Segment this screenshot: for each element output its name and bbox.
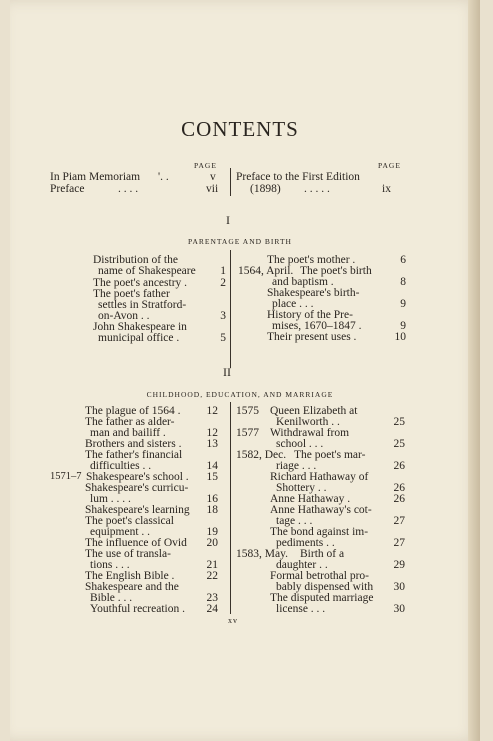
front-left-2-dots: . . . .: [118, 183, 139, 195]
s1-right-1-page: 6: [400, 254, 406, 266]
s2-right-2-line1: Withdrawal from: [270, 427, 350, 439]
s1-left-4-page: 5: [220, 332, 226, 344]
front-right-title-1: Preface to the First Edition: [236, 171, 360, 183]
s2-right-6-page: 27: [393, 515, 405, 527]
section-1-divider: [230, 250, 231, 368]
front-left-1-page: v: [210, 171, 216, 183]
page-label-left: PAGE: [194, 161, 217, 170]
contents-heading: CONTENTS: [181, 117, 299, 141]
s2-right-1-page: 25: [393, 416, 405, 428]
s2-left-10-line1: The use of transla-: [85, 548, 171, 560]
s2-left-5-date: 1571–7: [50, 471, 82, 482]
s2-right-8-page: 29: [393, 559, 405, 571]
front-right-dots: . . . . .: [304, 183, 330, 195]
s2-left-3-page: 13: [206, 438, 218, 450]
s2-left-13-line1: Youthful recreation .: [90, 603, 185, 615]
s2-right-7-line2: pediments . .: [276, 537, 335, 549]
s2-left-7-page: 18: [206, 504, 218, 516]
s2-left-12-line1: Shakespeare and the: [85, 581, 179, 593]
s1-right-4-line1: History of the Pre-: [267, 309, 353, 321]
s2-left-1-line1: The plague of 1564 .: [85, 405, 181, 417]
s2-left-12-page: 23: [206, 592, 218, 604]
s1-right-5-line1: Their present uses .: [267, 331, 357, 343]
front-right-title-2: (1898): [250, 183, 281, 195]
s2-right-4-line2: Shottery . .: [276, 482, 327, 494]
s2-left-6-line1: Shakespeare's curricu-: [85, 482, 189, 494]
s1-left-4-line1: John Shakespeare in: [93, 321, 187, 333]
s1-left-2-page: 2: [220, 277, 226, 289]
s2-right-6-line2: tage . . .: [276, 515, 313, 527]
s2-right-10-line2: license . . .: [276, 603, 326, 615]
s2-left-4-line1: The father's financial: [85, 449, 183, 461]
s1-right-4-line2: mises, 1670–1847 .: [272, 320, 362, 332]
s1-left-3-line3: on-Avon . .: [98, 310, 150, 322]
section-2-numeral: II: [223, 365, 231, 379]
s2-right-7-page: 27: [393, 537, 405, 549]
front-left-1-dots: '. .: [158, 171, 169, 183]
front-left-1-title: In Piam Memoriam: [50, 171, 141, 183]
s2-right-9-page: 30: [393, 581, 405, 593]
s1-right-2-line1: The poet's birth: [300, 265, 372, 277]
s2-left-2-line2: man and bailiff .: [90, 427, 166, 439]
s2-right-10-line1: The disputed marriage: [270, 592, 374, 604]
section-1-numeral: I: [226, 213, 230, 227]
s1-right-2-line2: and baptism .: [272, 276, 334, 288]
s2-left-1-page: 12: [206, 405, 218, 417]
section-2-divider: [230, 402, 231, 614]
s2-right-5-page: 26: [393, 493, 405, 505]
front-left-2-page: vii: [206, 183, 219, 195]
s2-right-4-line1: Richard Hathaway of: [270, 471, 369, 483]
s2-left-10-line2: tions . . .: [90, 559, 130, 571]
s1-right-4-page: 9: [400, 320, 406, 332]
s1-right-3-page: 9: [400, 298, 406, 310]
s2-right-4-page: 26: [393, 482, 405, 494]
s1-right-5-page: 10: [394, 331, 406, 343]
s2-left-13-page: 24: [206, 603, 218, 615]
s2-right-1-line2: Kenilworth . .: [276, 416, 340, 428]
s2-right-8-line1: Birth of a: [300, 548, 345, 560]
s2-right-1-line1: Queen Elizabeth at: [270, 405, 358, 417]
s2-right-9-line2: bably dispensed with: [276, 581, 374, 593]
front-left-2-title: Preface: [50, 183, 85, 195]
s2-right-3-line2: riage . . .: [276, 460, 317, 472]
page-label-right: PAGE: [378, 161, 401, 170]
book-page: [10, 0, 480, 741]
s1-right-2-date: 1564, April.: [238, 265, 294, 277]
page-edge: [468, 0, 480, 741]
s2-left-11-page: 22: [206, 570, 218, 582]
s2-right-5-line1: Anne Hathaway .: [270, 493, 351, 505]
s2-left-8-line2: equipment . .: [90, 526, 151, 538]
s2-left-4-page: 14: [206, 460, 218, 472]
s2-right-2-page: 25: [393, 438, 405, 450]
s2-left-4-line2: difficulties . .: [90, 460, 152, 472]
s2-right-3-page: 26: [393, 460, 405, 472]
s2-left-3-line1: Brothers and sisters .: [85, 438, 182, 450]
s2-left-9-page: 20: [206, 537, 218, 549]
s2-right-6-line1: Anne Hathaway's cot-: [270, 504, 372, 516]
s1-left-2-line1: The poet's ancestry .: [93, 277, 188, 289]
s1-left-3-page: 3: [220, 310, 226, 322]
s1-left-3-line1: The poet's father: [93, 288, 170, 300]
s2-left-8-page: 19: [206, 526, 218, 538]
s1-right-2-page: 8: [400, 276, 406, 288]
front-divider: [230, 168, 231, 196]
s2-right-7-line1: The bond against im-: [270, 526, 369, 538]
s2-right-2-date: 1577: [236, 427, 259, 439]
s2-left-2-page: 12: [206, 427, 218, 439]
s1-right-3-line2: place . . .: [272, 298, 314, 310]
s2-right-2-line2: school . . .: [276, 438, 324, 450]
s2-right-10-page: 30: [393, 603, 405, 615]
s2-left-11-line1: The English Bible .: [85, 570, 175, 582]
s2-right-8-date: 1583, May.: [236, 548, 288, 560]
section-1-title: PARENTAGE AND BIRTH: [188, 237, 292, 246]
s2-right-9-line1: Formal betrothal pro-: [270, 570, 370, 582]
s2-left-2-line1: The father as alder-: [85, 416, 175, 428]
s1-right-3-line1: Shakespeare's birth-: [267, 287, 360, 299]
s1-left-3-line2: settles in Stratford-: [98, 299, 187, 311]
front-right-page: ix: [382, 183, 391, 195]
s2-left-12-line2: Bible . . .: [90, 592, 133, 604]
s2-right-8-line2: daughter . .: [276, 559, 328, 571]
s1-left-1-page: 1: [220, 265, 226, 277]
s2-left-5-page: 15: [206, 471, 218, 483]
s2-left-8-line1: The poet's classical: [85, 515, 174, 527]
s1-left-1-line2: name of Shakespeare: [98, 265, 196, 277]
s2-right-3-line1: The poet's mar-: [294, 449, 366, 461]
s2-left-6-line2: lum . . . .: [90, 493, 131, 505]
section-2-title: CHILDHOOD, EDUCATION, AND MARRIAGE: [146, 390, 334, 399]
folio: xv: [228, 616, 238, 625]
s2-left-7-line1: Shakespeare's learning: [85, 504, 190, 516]
s2-left-10-page: 21: [206, 559, 218, 571]
s1-left-1-line1: Distribution of the: [93, 254, 178, 266]
s2-right-1-date: 1575: [236, 405, 259, 417]
s1-left-4-line2: municipal office .: [98, 332, 180, 344]
s2-left-5-line1: Shakespeare's school .: [86, 471, 189, 483]
s2-left-6-page: 16: [206, 493, 218, 505]
s1-right-1-line1: The poet's mother .: [267, 254, 356, 266]
s2-left-9-line1: The influence of Ovid: [85, 537, 187, 549]
s2-right-3-date: 1582, Dec.: [236, 449, 287, 461]
